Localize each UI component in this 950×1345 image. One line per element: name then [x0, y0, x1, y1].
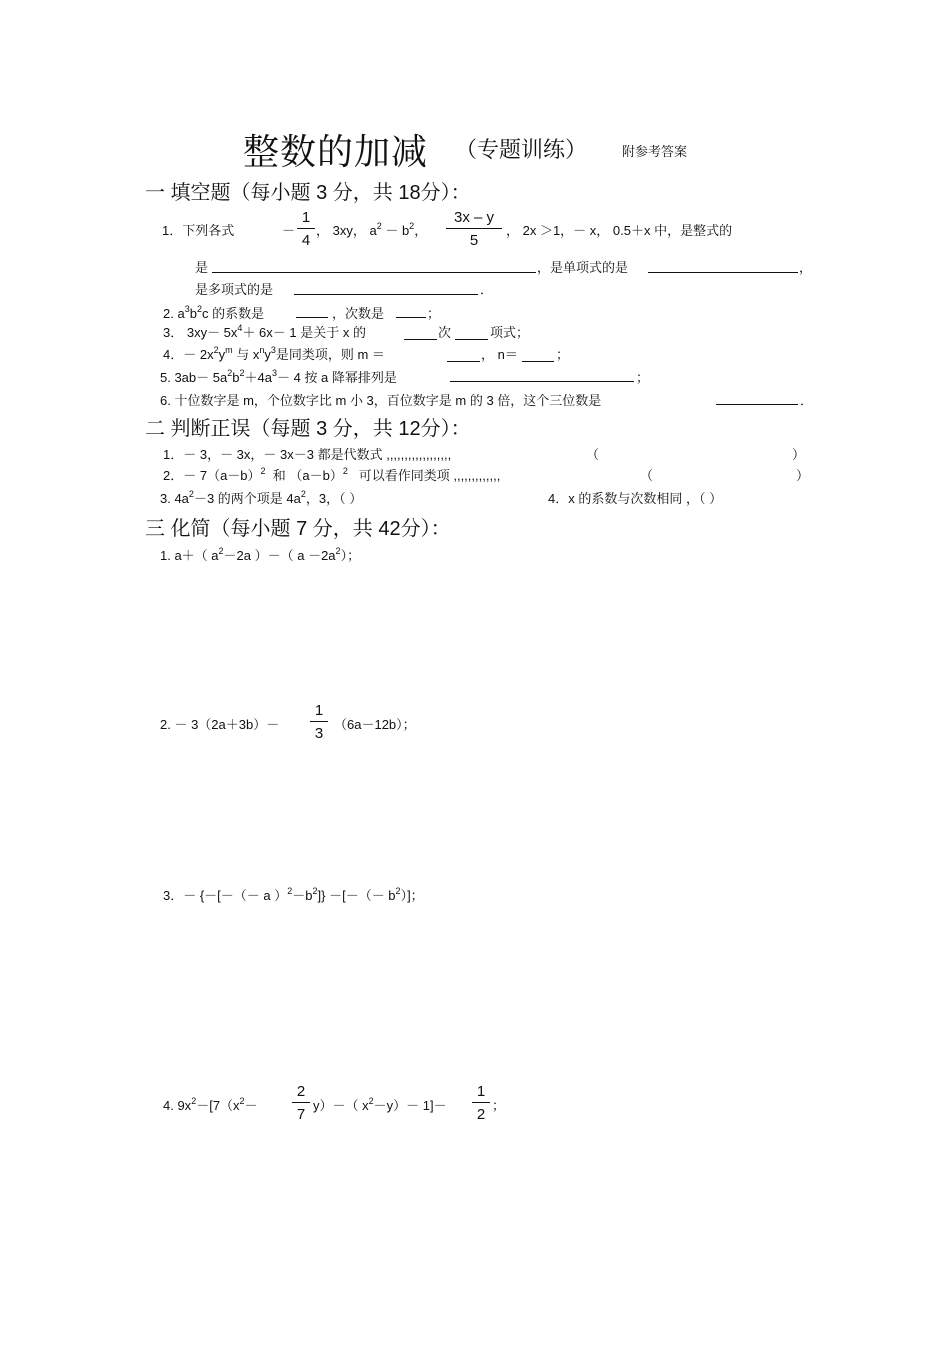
fill-q1-line2-b: ，是单项式的是	[537, 260, 629, 275]
judge-q4-text: 4．x 的系数与次数相同 ，（ ）	[548, 491, 723, 506]
fill-q1-line2-c: ，	[799, 260, 813, 275]
answer-blank-descending[interactable]	[450, 381, 634, 382]
fill-q5-b: b	[232, 370, 240, 385]
fraction-3x-minus-y-over-5	[446, 209, 502, 249]
answer-blank-n[interactable]	[522, 361, 554, 362]
simplify-q4-d: y）－（ x	[313, 1098, 369, 1113]
judge-q3-b: －3 的两个项是 4a	[193, 491, 301, 506]
fraction-numerator: 2	[292, 1083, 310, 1103]
superscript: 2	[287, 886, 293, 896]
fill-q4-d: y	[264, 347, 271, 362]
fraction-denominator: 2	[476, 1106, 486, 1123]
fill-q4-g: ；	[556, 347, 570, 362]
answer-blank-m[interactable]	[447, 361, 480, 362]
fill-q4-e: 是同类项，则 m ＝	[275, 347, 385, 362]
fill-q2-d: ，次数是	[332, 306, 385, 321]
superscript: 2	[218, 546, 224, 556]
simplify-q2-b: （6a－12b）；	[334, 717, 416, 732]
fill-q1-terms	[316, 220, 427, 239]
fill-q2-b: b	[189, 306, 197, 321]
superscript: 3	[270, 345, 276, 355]
fill-q3-c: 次	[438, 325, 452, 340]
simplify-q4-e: －y）－ 1]－	[373, 1098, 447, 1113]
fraction-numerator: 3x – y	[446, 209, 502, 229]
fill-q3-text	[163, 322, 366, 341]
fill-q3-a: 3． 3xy－ 5x	[163, 325, 238, 340]
simplify-q2-a: 2. － 3（2a＋3b）－	[160, 717, 280, 732]
judge-q1-paren-left[interactable]: （	[586, 447, 600, 462]
judge-q2-text	[163, 465, 500, 484]
fill-q6-b: ．	[800, 393, 814, 408]
fraction-one-third	[310, 702, 328, 742]
section-heading-simplify: 三 化简（每小题 7 分，共 42分）：	[145, 518, 451, 540]
answer-blank-term-count[interactable]	[455, 339, 488, 340]
fill-q5-c: ＋4a	[244, 370, 272, 385]
superscript: 2	[395, 886, 401, 896]
superscript: 2	[191, 1096, 197, 1106]
judge-q1-paren-right[interactable]: ）	[792, 447, 806, 462]
superscript: 2	[312, 886, 318, 896]
simplify-q4-a: 4. 9x	[163, 1098, 192, 1113]
fill-q1-prefix: 1．下列各式	[162, 223, 235, 238]
simplify-q1-a: 1. a＋（ a	[160, 548, 219, 563]
fraction-denominator: 3	[314, 725, 324, 742]
fill-q1-line2-a: 是	[195, 260, 209, 275]
simplify-q1	[160, 545, 360, 564]
fill-q4-a: 4．－ 2x	[163, 347, 214, 362]
fill-q3-d: 项式；	[490, 325, 530, 340]
fill-q4-c: 与 x	[236, 347, 260, 362]
fill-q1-terms-b: － b	[385, 223, 410, 238]
superscript: 4	[237, 323, 243, 333]
fill-q1-terms-a: ， 3xy， a	[316, 223, 377, 238]
superscript: 2	[260, 466, 266, 476]
superscript: 2	[368, 1096, 374, 1106]
fraction-one-half	[472, 1083, 490, 1123]
simplify-q4-part2	[313, 1095, 447, 1114]
simplify-q4-c: －	[244, 1098, 258, 1113]
simplify-q3-c: ]} －[－（－ b	[317, 888, 396, 903]
superscript: 2	[196, 304, 202, 314]
fill-q1-line3-a: 是多项式的是	[195, 282, 274, 297]
page-subtitle: （专题训练）	[455, 137, 588, 162]
superscript: 2	[342, 466, 348, 476]
superscript: m	[225, 345, 233, 355]
judge-q2-c: 可以看作同类项 ,,,,,,,,,,,,,	[358, 468, 501, 483]
judge-q1-text: 1．－ 3，－ 3x，－ 3x－3 都是代数式 ,,,,,,,,,,,,,,,,,,	[163, 447, 452, 462]
answer-blank-monomial[interactable]	[648, 272, 798, 273]
superscript: 2	[239, 368, 245, 378]
superscript: 3	[184, 304, 190, 314]
simplify-q3-b: －b	[292, 888, 313, 903]
judge-q2-paren-left[interactable]: （	[640, 468, 654, 483]
judge-q2-b: 和 （a－b）	[272, 468, 343, 483]
fraction-denominator: 5	[469, 232, 479, 249]
fraction-one-quarter	[297, 209, 315, 249]
fill-q4-b: y	[218, 347, 226, 362]
page-title: 整数的加减	[243, 131, 429, 172]
simplify-q4-part1	[163, 1095, 258, 1114]
fraction-numerator: 1	[297, 209, 315, 229]
fill-q5-text	[160, 367, 397, 386]
fill-q1-neg: －	[282, 223, 296, 238]
answer-blank-coefficient[interactable]	[296, 317, 328, 318]
fill-q6-text: 6. 十位数字是 m，个位数字比 m 小 3，百位数字是 m 的 3 倍，这个三位数是	[160, 393, 602, 408]
simplify-q3-d: ）]；	[400, 888, 424, 903]
fraction-numerator: 1	[472, 1083, 490, 1103]
answer-blank-polynomial[interactable]	[294, 294, 478, 295]
fill-q5-a: 5. 3ab－ 5a	[160, 370, 228, 385]
fraction-denominator: 4	[301, 232, 311, 249]
fill-q2-a: 2. a	[163, 306, 185, 321]
answer-note: 附参考答案	[622, 144, 688, 159]
judge-q3-text	[160, 488, 362, 507]
fraction-numerator: 1	[310, 702, 328, 722]
fill-q3-b: ＋ 6x－ 1 是关于 x 的	[242, 325, 366, 340]
simplify-q1-b: －2a ）－（ a －2a	[223, 548, 336, 563]
simplify-q1-c: ）；	[340, 548, 361, 563]
superscript: 2	[409, 221, 415, 231]
superscript: 2	[300, 489, 306, 499]
superscript: n	[259, 345, 265, 355]
fraction-two-sevenths	[292, 1083, 310, 1123]
section-heading-judge: 二 判断正误（每题 3 分，共 12分）：	[145, 418, 471, 440]
judge-q2-paren-right[interactable]: ）	[796, 468, 810, 483]
fill-q2-e: ；	[427, 306, 441, 321]
superscript: 2	[188, 489, 194, 499]
fill-q1-terms-d: ， 2x ＞1，－ x， 0.5＋x 中，是整式的	[506, 223, 733, 238]
fill-q4-text	[163, 344, 385, 363]
fill-q5-e: ；	[636, 370, 650, 385]
superscript: 3	[271, 368, 277, 378]
answer-blank-three-digit[interactable]	[716, 404, 798, 405]
superscript: 2	[335, 546, 341, 556]
simplify-q3-a: 3．－ {－[－（－ a ）	[163, 888, 288, 903]
fill-q4-f: ， n＝	[481, 347, 518, 362]
fill-q1-line3-b: ．	[480, 282, 494, 297]
section-heading-fill: 一 填空题（每小题 3 分，共 18分）：	[145, 182, 471, 204]
judge-q3-c: ，3，（ ）	[305, 491, 363, 506]
superscript: 2	[376, 221, 382, 231]
simplify-q4-g: ；	[492, 1098, 506, 1113]
judge-q2-a: 2．－ 7（a－b）	[163, 468, 261, 483]
answer-blank-integral[interactable]	[212, 272, 536, 273]
answer-blank-degree[interactable]	[396, 317, 426, 318]
simplify-q3	[163, 885, 424, 904]
judge-q3-a: 3. 4a	[160, 491, 189, 506]
fraction-denominator: 7	[296, 1106, 306, 1123]
fill-q2-c: c 的系数是	[201, 306, 265, 321]
fill-q2-text	[163, 303, 264, 322]
superscript: 2	[227, 368, 233, 378]
fill-q5-d: － 4 按 a 降幂排列是	[276, 370, 397, 385]
superscript: 2	[239, 1096, 245, 1106]
superscript: 2	[213, 345, 219, 355]
fill-q1-terms-c: ，	[414, 223, 428, 238]
answer-blank-poly-degree[interactable]	[404, 339, 437, 340]
simplify-q4-b: －[7（x	[196, 1098, 240, 1113]
